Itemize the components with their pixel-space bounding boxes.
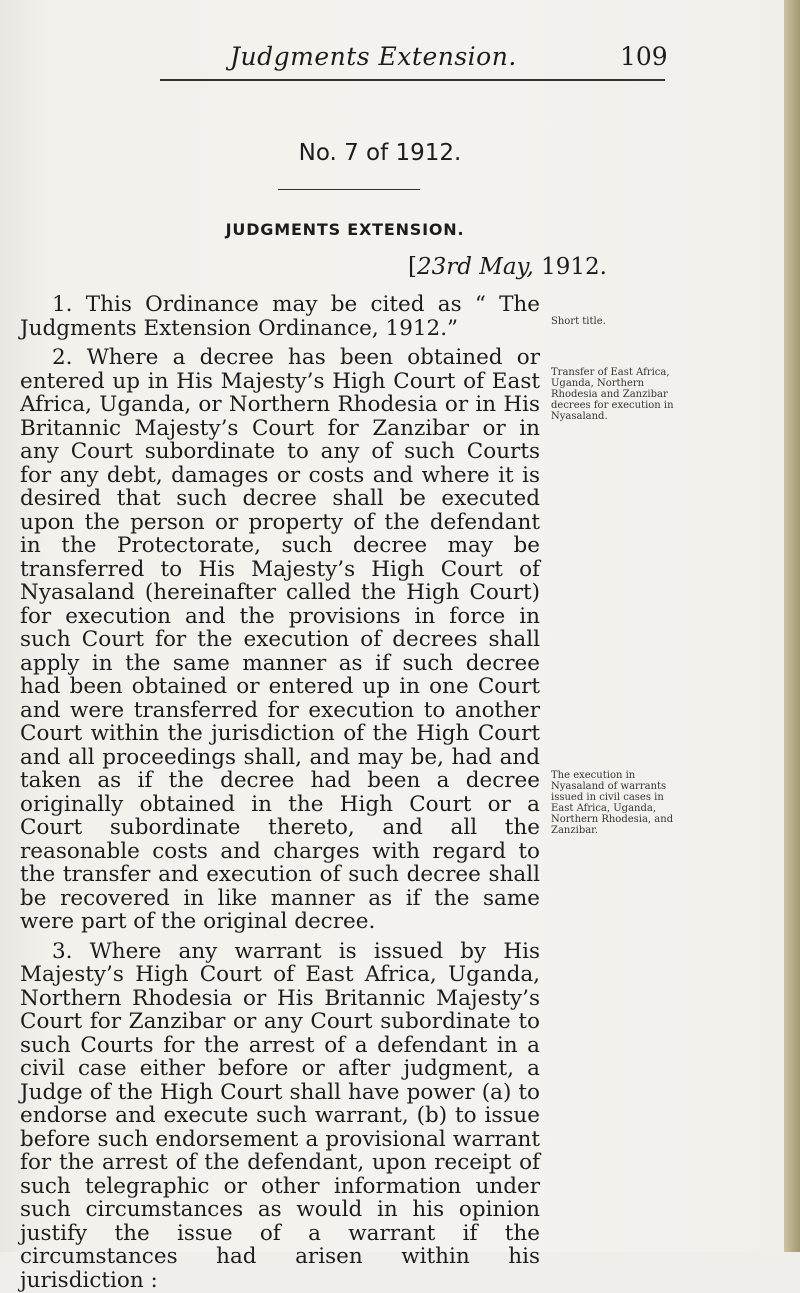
page-edge xyxy=(784,0,800,1252)
enactment-date: [23rd May, 1912. xyxy=(408,254,607,280)
section-1: 1. This Ordinance may be cited as “ The Judgments Extension Ordinance, 1912.” xyxy=(20,292,540,341)
page-number: 109 xyxy=(620,42,668,71)
section-2: 2. Where a decree has been obtained or entered up in His Majesty’s High Court of East Africa, Uganda, or Northern Rhodesia or in His Britannic Majesty’s Court for Zanzibar or in any Court subordinate to any of such Courts for any debt, damages or costs and where it is desired that such decree shall be executed upon the person or property of the defendant in the Protectorate, such decree may be transferred to His Majesty’s High Court of Nyasaland (hereinafter called the High Court) for execution and the provisions in force in such Court for the execution of decrees shall apply in the same manner as if such decree had been obtained or entered up in one Court and were transferred for execution to another Court within the jurisdiction of the High Court and all proceedings shall, and may be, had and taken as if the decree had been a decree originally obtained in the High Court or a Court subordinate thereto, and all the reasonable costs and charges with regard to the transfer and execution of such decree shall be recovered in like manner as if the same were part of the original decree. xyxy=(20,345,540,934)
ordinance-number xyxy=(0,140,800,166)
ordinance-number-text: No. 7 of 1912. xyxy=(298,140,462,166)
ordinance-heading xyxy=(0,220,800,239)
divider-rule xyxy=(278,189,420,190)
margin-note-warrants: The execution in Nyasaland of warrants issued in civil cases in East Africa, Uganda, Northern Rhodesia, and Zanzibar. xyxy=(551,770,674,836)
ordinance-heading-text: JUDGMENTS EXTENSION. xyxy=(225,220,465,239)
margin-note-short-title: Short title. xyxy=(551,316,606,327)
date-year: 1912. xyxy=(541,254,607,280)
header-rule xyxy=(160,79,665,81)
running-title: Judgments Extension. xyxy=(230,42,517,71)
ordinance-body xyxy=(20,293,540,1292)
margin-note-transfer-decrees: Transfer of East Africa, Uganda, Northern Rhodesia and Zanzibar decrees for execution in Nyasaland. xyxy=(551,367,674,422)
date-day-month: 23rd May, xyxy=(416,254,534,280)
section-3: 3. Where any warrant is issued by His Majesty’s High Court of East Africa, Uganda, Northern Rhodesia or His Britannic Majesty’s Court for Zanzibar or any Court subordinate to such Courts for the arrest of a defendant in a civil case either before or after judgment, a Judge of the High Court shall have power (a) to endorse and execute such warrant, (b) to issue before such endorsement a provisional warrant for the arrest of the defendant, upon receipt of such telegraphic or other information under such circumstances as would in his opinion justify the issue of a warrant if the circumstances had arisen within his jurisdiction : xyxy=(20,938,540,1293)
